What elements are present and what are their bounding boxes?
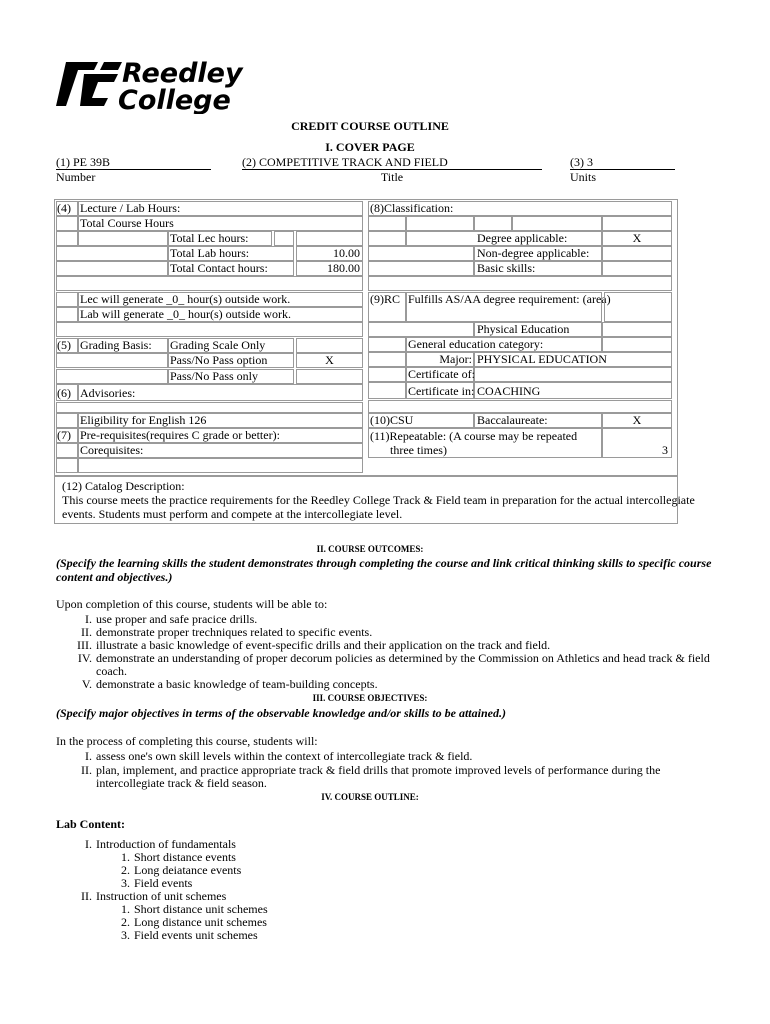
degree-applicable-mark: X [632,231,642,245]
cell [56,458,78,473]
outline-number: II. [81,889,92,903]
cell [602,216,672,231]
pass-no-pass-only-mark [296,369,363,384]
total-lec-hours-label: Total Lec hours: [170,231,249,245]
cell [56,216,78,231]
cell [368,216,406,231]
outcomes-instruction-line2: content and objectives.) [56,570,173,584]
general-education-category-label: General education category: [408,337,544,351]
pass-no-pass-option-label: Pass/No Pass option [170,353,268,367]
total-lab-hours-value: 10.00 [333,246,360,260]
cell [56,443,78,458]
course-outcomes-heading: II. COURSE OUTCOMES: [316,544,424,554]
total-course-hours-label: Total Course Hours [80,216,174,230]
item-4-number: (4) [57,201,71,215]
outline-number: I. [85,837,92,851]
catalog-description-line1: This course meets the practice requirements for the Reedley College Track & Field team in preparation for the actual intercollegiate [62,493,695,507]
outline-number: 2. [121,915,130,929]
outline-text: Field events [134,876,193,890]
outcome-text: demonstrate proper trechniques related to specific events. [96,625,373,639]
certificate-of-value [474,367,672,382]
item-6-number: (6) [57,386,71,400]
outcome-number: I. [85,612,92,626]
cell [368,231,406,246]
outline-number: 2. [121,863,130,877]
outcome-text: coach. [96,664,127,678]
title-label: Title [380,170,404,184]
outline-text: Field events unit schemes [134,928,258,942]
pass-no-pass-option-mark: X [325,353,334,367]
non-degree-applicable-label: Non-degree applicable: [477,246,590,260]
outcome-text: demonstrate an understanding of proper decorum policies as determined by the Commission on Athletics and head track & field [96,651,710,665]
cell [56,413,78,428]
objective-text: assess one's own skill levels within the context of intercollegiate track & field. [96,749,473,763]
cell [368,400,672,413]
cell [56,322,363,337]
cover-page-heading: I. COVER PAGE [325,140,415,154]
objective-number: I. [85,749,92,763]
logo-mark-icon [56,56,280,114]
outline-number: 1. [121,902,130,916]
cell [368,352,406,367]
outcome-number: III. [77,638,92,652]
objectives-intro: In the process of completing this course, students will: [56,734,318,748]
outcome-text: illustrate a basic knowledge of event-specific drills and their application on the track and field. [96,638,551,652]
cell [56,276,363,291]
outcome-text: use proper and safe pracice drills. [96,612,258,626]
outline-text: Instruction of unit schemes [96,889,227,903]
classification-label: (8)Classification: [370,201,454,215]
outcome-text: demonstrate a basic knowledge of team-building concepts. [96,677,378,691]
item-5-number: (5) [57,338,71,352]
logo-line2: College [118,85,231,114]
cell [368,382,406,399]
major-label: Major: [439,352,472,366]
pass-no-pass-only-label: Pass/No Pass only [170,369,259,383]
outline-text: Long distance unit schemes [134,915,267,929]
catalog-description-label: (12) Catalog Description: [62,479,185,493]
baccalaureate-label: Baccalaureate: [477,413,548,427]
certificate-of-label: Certificate of: [408,367,475,381]
outline-text: Introduction of fundamentals [96,837,236,851]
college-logo [56,56,280,114]
outline-text: Short distance events [134,850,236,864]
number-label: Number [56,170,96,184]
cell [512,216,602,231]
baccalaureate-mark: X [632,413,642,427]
cell [368,261,474,276]
certificate-in-label: Certificate in: [408,384,475,398]
repeatable-value: 3 [662,443,668,457]
logo-line1: Reedley [122,58,243,89]
cell [56,231,78,246]
basic-skills-label: Basic skills: [477,261,536,275]
grading-scale-only-label: Grading Scale Only [170,338,266,352]
cell [56,369,168,384]
objectives-instruction: (Specify major objectives in terms of the observable knowledge and/or skills to be attained.) [56,706,506,720]
cell [368,276,672,291]
cell [602,322,672,337]
cell [56,246,168,261]
course-units: (3) 3 [570,155,675,170]
outline-number: 1. [121,850,130,864]
cell [368,337,406,352]
units-label: Units [570,170,597,184]
cell [56,402,363,413]
document-title: CREDIT COURSE OUTLINE [291,119,449,133]
repeatable-label: (11)Repeatable: (A course may be repeated [370,429,578,443]
cell [56,353,168,368]
advisory-value: Eligibility for English 126 [80,413,207,427]
outcomes-instruction-line1: (Specify the learning skills the student demonstrates through completing the course and link critical thinking skills to specific course [56,556,712,570]
non-degree-applicable-mark [602,246,672,261]
catalog-description-line2: events. Students must perform and compete at the intercollegiate level. [62,507,403,521]
cell [78,231,168,246]
total-contact-hours-label: Total Contact hours: [170,261,268,275]
major-value: PHYSICAL EDUCATION [477,352,607,366]
outcome-number: V. [81,677,92,691]
cell [368,246,474,261]
lecture-lab-hours-label: Lecture / Lab Hours: [80,201,181,215]
course-objectives-heading: III. COURSE OBJECTIVES: [312,693,428,703]
corequisites-label: Corequisites: [80,443,144,457]
grading-basis-label: Grading Basis: [80,338,152,352]
course-outline-heading: IV. COURSE OUTLINE: [321,792,419,802]
degree-area-value: Physical Education [477,322,570,336]
cell [406,216,474,231]
certificate-in-value: COACHING [477,384,541,398]
cell [368,367,406,382]
outcomes-intro: Upon completion of this course, students will be able to: [56,597,328,611]
basic-skills-mark [602,261,672,276]
outcome-number: IV. [77,651,92,665]
lec-outside-work: Lec will generate _0_ hour(s) outside work. [80,292,291,306]
outcome-number: II. [81,625,92,639]
outline-text: Long deiatance events [134,863,242,877]
item-7-number: (7) [57,428,71,442]
objective-number: II. [81,763,92,777]
csu-label: (10)CSU [370,413,414,427]
cell [602,337,672,352]
lab-outside-work: Lab will generate _0_ hour(s) outside work. [80,307,291,321]
grading-scale-only-mark [296,338,363,353]
repeatable-label-cont: three times) [390,443,447,457]
total-lec-hours-value [296,231,363,246]
item-9-number: (9)RC [370,292,400,306]
cell [474,216,512,231]
cell [56,292,78,307]
cell [274,231,294,246]
outline-number: 3. [121,876,130,890]
cell [78,458,363,473]
fulfills-degree-requirement-label: Fulfills AS/AA degree requirement: (area) [408,292,611,306]
degree-requirement-area-value [604,292,672,322]
total-contact-hours-value: 180.00 [327,261,360,275]
outline-number: 3. [121,928,130,942]
lab-content-heading: Lab Content: [56,817,126,831]
advisories-label: Advisories: [80,386,136,400]
objective-text: intercollegiate track & field season. [96,776,267,790]
cell [56,307,78,322]
outline-text: Short distance unit schemes [134,902,268,916]
cell [368,322,474,337]
total-lab-hours-label: Total Lab hours: [170,246,250,260]
objective-text: plan, implement, and practice appropriate track & field drills that promote improved levels of performance during the [96,763,661,777]
prerequisites-label: Pre-requisites(requires C grade or better): [80,428,280,442]
degree-applicable-label: Degree applicable: [477,231,568,245]
course-title: (2) COMPETITIVE TRACK AND FIELD [242,155,542,170]
cell [56,261,168,276]
course-number: (1) PE 39B [56,155,211,170]
